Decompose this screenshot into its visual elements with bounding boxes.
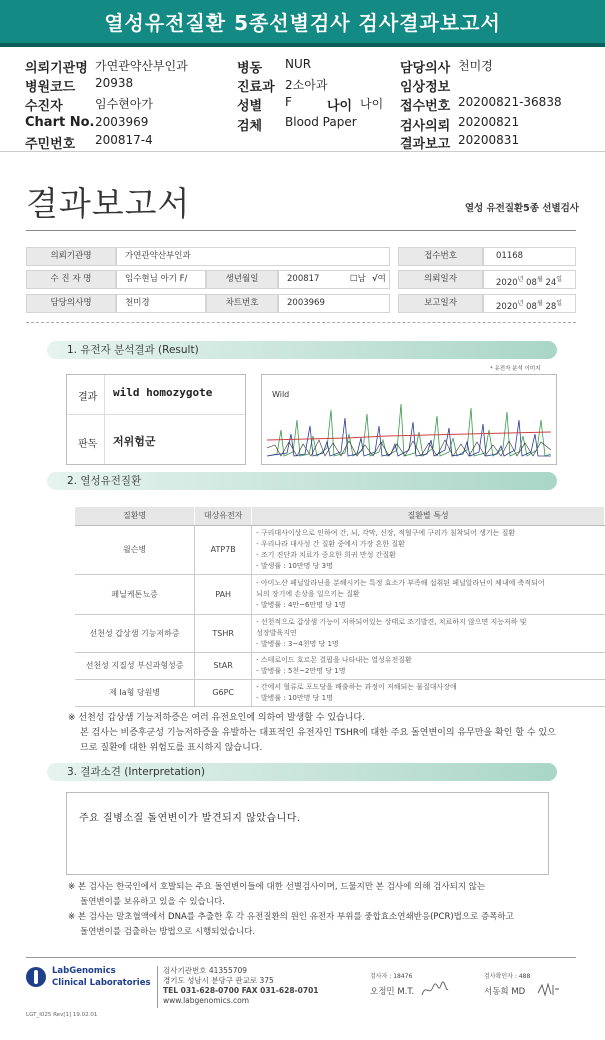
labgenomics-logo [26,967,46,987]
reported-label: 결과보고 [400,137,451,152]
patient-cell-label: 수 진 자 명 [26,270,116,289]
department-label: 진료과 [237,80,275,95]
institution-label: 의뢰기관명 [25,61,88,76]
section2-header: 2. 열성유전질환 [47,472,557,490]
receipt-cell-label: 접수번호 [398,247,483,266]
approver-label: 검사확인자 : 488 [484,973,531,980]
judge-value: 저위험군 [113,435,156,448]
doc-code: LGT_I025 Rev[1] 19.02.01 [26,1012,98,1018]
section1-note: * 유전자 분석 이미지 [490,366,541,372]
col-disease-header: 질환명 [75,507,195,525]
request-date-cell: $2020^년$ $08^월$ $24^일$ [483,270,576,289]
approver-signature [536,981,560,999]
report-date-cell: $2020^년$ $08^월$ $28^일$ [483,294,576,313]
table-row [75,525,605,574]
request-date-cell-label: 의뢰일자 [398,270,483,289]
sex-label: 성별 [237,99,263,114]
report-date-cell-label: 보고일자 [398,294,483,313]
disease-gene: PAH [195,574,252,614]
interpretation-box [66,792,549,875]
interpretation-text: 주요 질병소질 돌연변이가 발견되지 않았습니다. [79,813,301,824]
disease-table-header [75,507,605,525]
doctor-cell-label: 담당의사명 [26,294,116,313]
title-rule [26,230,576,231]
table-row [75,614,605,652]
doctor-cell-value: 천미경 [116,294,206,313]
institution-cell-value: 가연관약산부인과 [116,247,390,266]
section3-header: 3. 결과소견 (Interpretation) [47,763,557,781]
brand-subname: Clinical Laboratories [52,978,151,988]
judge-label: 판독 [78,439,98,450]
col-gene-header: 대상유전자 [195,507,252,525]
disease-features: - 스테로이드 호르몬 결핍을 나타내는 열성유전질환 - 발병률 : 5천~2만명 당 1명 [252,652,605,679]
resident-no-label: 주민번호 [25,137,76,152]
disease-name: 선천성 지질성 부신과형성증 [75,652,195,679]
dob-cell [278,270,390,289]
institution-value: 가연관약산부인과 [95,59,188,73]
chart-cell-label: 차트번호 [206,294,278,313]
table-row [75,679,605,706]
disease-gene: StAR [195,652,252,679]
chart-no-label: Chart No. [25,115,95,130]
resident-no-value: 200817-4 [95,133,153,147]
report-subtitle: 열성 유전질환5종 선별검사 [464,203,579,214]
section1-header: 1. 유전자 분석결과 (Result) [47,341,557,359]
disease-name: 페닐케톤뇨증 [75,574,195,614]
sex-female-checkbox: √여 [372,274,386,284]
report-header-title: 열성유전질환 5종선별검사 검사결과보고서 [104,11,501,35]
disease-table [75,507,605,707]
requested-value: 20200821 [458,115,520,129]
doctor-value: 천미경 [458,59,493,73]
patient-cell-value: 임수현님 아기 F/ [116,270,206,289]
dob-cell-label: 생년월일 [206,270,278,289]
receipt-no-label: 접수번호 [400,99,451,114]
specimen-label: 검체 [237,119,263,134]
footer-rule [26,957,576,958]
ward-value: NUR [285,57,312,71]
sex-male-checkbox: ☐남 [350,274,366,284]
disease-features: - 구리대사이상으로 인하여 간, 뇌, 각막, 신장, 적혈구에 구리가 침착되어 생기는 질환 - 우리나라 대사성 간 질환 중에서 가장 흔한 질환 - 조기 진단과 치료가 중요한 희귀 만성 간질환 - 발생률 : 10만명 당 3명 [252,525,605,574]
chromatogram-box [261,374,557,465]
hospital-code-label: 병원코드 [25,80,76,95]
table-row [75,574,605,614]
report-title: 결과보고서 [26,184,191,223]
disease-features: - 선천적으로 갑상샘 기능이 저하되어있는 상태로 조기발견, 치료하지 않으면 지능저하 및 성장발육지연 - 발병률 : 3~4천명 당 1명 [252,614,605,652]
reported-value: 20200831 [458,133,520,147]
disease-features: - 아미노산 페닐알라닌을 분해시키는 특정 효소가 부족해 섭취된 페닐알라닌이 체내에 축적되어 뇌의 장기에 손상을 일으키는 질환 - 발병률 : 4만~6만명 당 1명 [252,574,605,614]
disease-gene: TSHR [195,614,252,652]
ward-label: 병동 [237,61,263,76]
dob-value: 200817 [287,274,320,284]
report-header-bar [0,0,605,47]
grid-rule [26,322,576,323]
result-label: 결과 [78,392,98,403]
table-row [75,652,605,679]
hospital-code-value: 20938 [95,76,134,90]
sex-value: F [285,95,292,109]
requested-label: 검사의뢰 [400,119,451,134]
section3-notes: ※ 본 검사는 한국인에서 호발되는 주요 돌연변이들에 대한 선별검사이며, 드물지만 본 검사에 의해 검사되지 않는 돌연변이를 보유하고 있을 수 있습니다. ※ 본 검사는 말초혈액에서 DNA를 추출한 후 각 유전질환의 원인 유전자 부위를 중합효소연쇄반응(PCR)법으로 증폭하고 돌연변이를 검출하는 방법으로 시행되었습니다. [68,882,514,937]
disease-name: 제 Ia형 당원병 [75,679,195,706]
footer-divider [157,966,158,1008]
chart-cell-value: 2003969 [278,294,390,313]
department-value: 2소아과 [285,78,328,92]
patient-info [0,51,605,152]
chart-no-value: 2003969 [95,115,149,129]
result-value: wild homozygote [113,386,213,399]
receipt-cell-value: 01168 [483,247,576,266]
chromatogram-trace [267,390,551,460]
age-value: 나이 [360,97,384,111]
disease-gene: ATP7B [195,525,252,574]
receipt-no-value: 20200821-36838 [458,95,562,109]
examiner-name: 오정민 M.T. [370,987,415,997]
examiner-label: 검사자 : 18476 [370,973,413,980]
lab-contact: 검사기관번호 41355709 경기도 성남시 분당구 판교로 375 TEL 031-628-0700 FAX 031-628-0701 www.labgenomics.com [163,966,319,1005]
institution-cell-label: 의뢰기관명 [26,247,116,266]
chromatogram-label: Wild [272,390,290,399]
disease-features: - 간에서 혈류로 포도당을 배출하는 과정이 저해되는 물질대사장애 - 발병률 : 10만명 당 1명 [252,679,605,706]
col-feature-header: 질환별 특성 [252,507,605,525]
doctor-label: 담당의사 [400,61,451,76]
patient-label: 수진자 [25,99,63,114]
specimen-value: Blood Paper [285,115,357,129]
disease-name: 윌슨병 [75,525,195,574]
disease-name: 선천성 갑상샘 기능저하증 [75,614,195,652]
result-box [66,374,246,465]
age-label: 나이 [327,99,353,114]
brand-name: LabGenomics [52,966,116,976]
clinical-info-label: 임상정보 [400,80,451,95]
examiner-signature [420,981,450,999]
approver-name: 서동희 MD [484,987,526,997]
disease-gene: G6PC [195,679,252,706]
patient-value: 임수현아가 [95,97,153,111]
section2-note: ※ 선천성 갑상샘 기능저하증은 여러 유전요인에 의하여 발생할 수 있습니다. 본 검사는 비증후군성 기능저하증을 유발하는 대표적인 유전자인 TSHR에 대한 주요 돌연변이의 유무만을 확인 할 수 있으 므로 질환에 대한 위험도를 표시하지 않습니다. [68,713,556,753]
